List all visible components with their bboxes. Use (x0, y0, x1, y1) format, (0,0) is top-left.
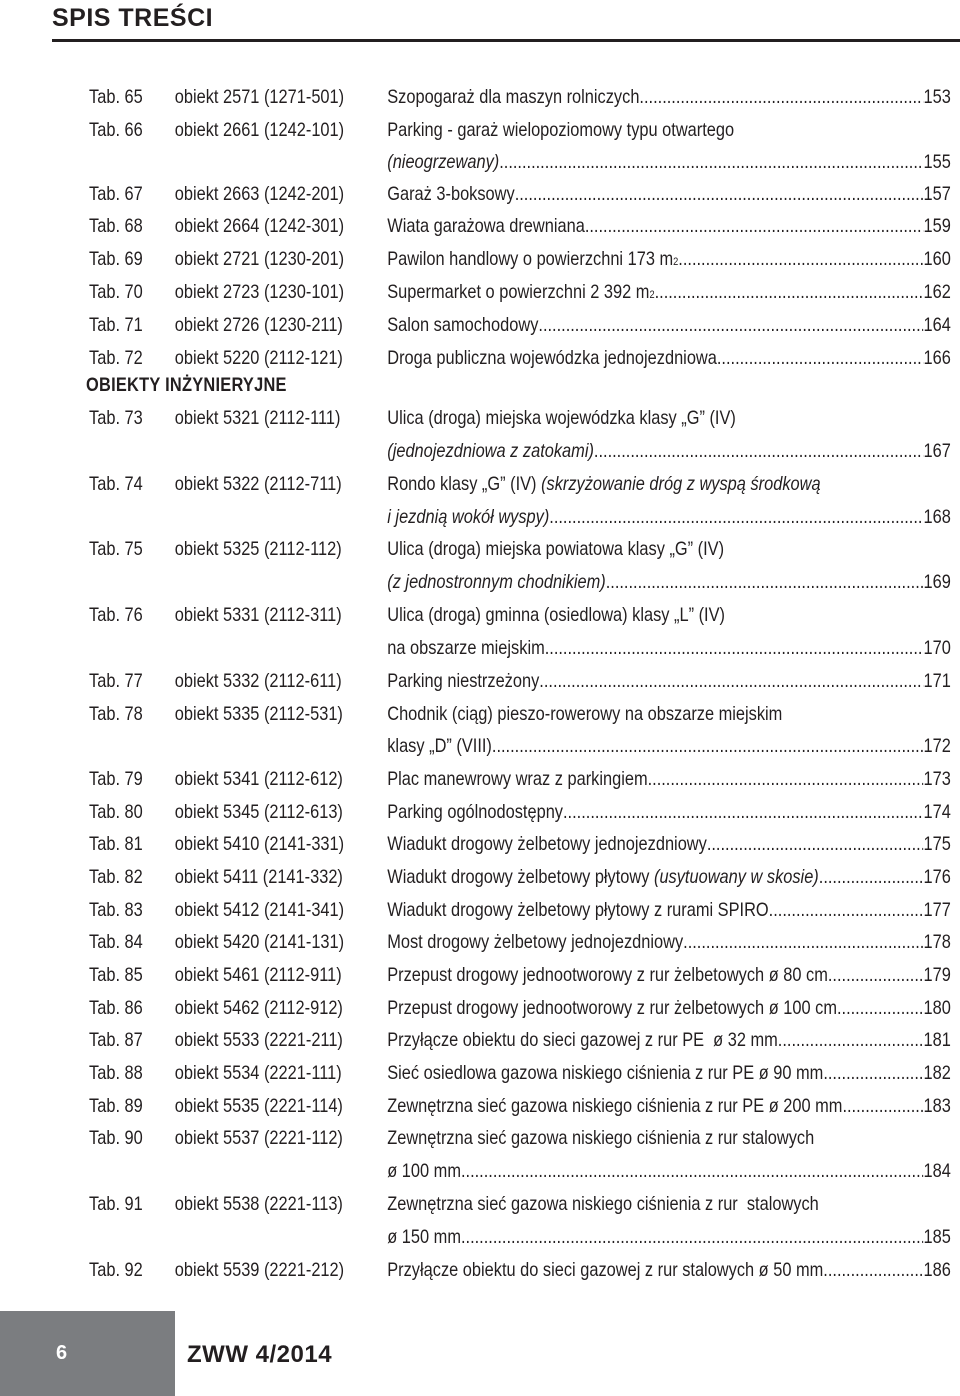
toc-row (0, 1221, 951, 1254)
dot-leader (538, 309, 923, 342)
entry-title: Most drogowy żelbetowy jednojezdniowy (387, 931, 684, 953)
toc-row (0, 665, 951, 698)
toc-row (0, 178, 951, 211)
page-ref: 183 (923, 1095, 951, 1117)
object-code: obiekt 5335 (2112-531) (174, 703, 343, 725)
entry-title: Parking ogólnodostępny (387, 801, 564, 823)
object-code: obiekt 5321 (2112-111) (174, 407, 341, 429)
entry-title: Przyłącze obiektu do sieci gazowej z rur PE ø 32 mm (387, 1029, 778, 1051)
page-ref: 160 (923, 248, 951, 270)
toc-row (0, 146, 951, 179)
entry-title: Ulica (droga) miejska wojewódzka klasy „G” (IV) (387, 407, 736, 429)
toc-entry[interactable] (387, 828, 951, 861)
tab-number: Tab. 71 (89, 314, 143, 336)
object-code: obiekt 5345 (2112-613) (174, 801, 343, 823)
toc-entry[interactable] (387, 1024, 951, 1057)
entry-title: Pawilon handlowy o powierzchni 173 m (387, 248, 674, 270)
tab-number: Tab. 75 (89, 538, 143, 560)
toc-row (0, 698, 806, 731)
toc-entry[interactable] (387, 1221, 951, 1254)
tab-number: Tab. 85 (89, 964, 143, 986)
dot-leader (639, 81, 923, 114)
toc-row (0, 828, 951, 861)
toc-row (0, 566, 951, 599)
entry-title: ø 100 mm (387, 1160, 461, 1182)
toc-row (0, 1090, 951, 1123)
toc-entry[interactable] (387, 1254, 951, 1287)
dot-leader (778, 1024, 924, 1057)
toc-entry[interactable] (387, 210, 951, 243)
object-code: obiekt 5220 (2112-121) (174, 347, 343, 369)
object-code: obiekt 5462 (2112-912) (174, 997, 343, 1019)
object-code: obiekt 5538 (2221-113) (174, 1193, 343, 1215)
tab-number: Tab. 89 (89, 1095, 143, 1117)
tab-number: Tab. 68 (89, 215, 143, 237)
entry-title: Przepust drogowy jednootworowy z rur żelbetowych ø 80 cm (387, 964, 828, 986)
toc-entry[interactable] (387, 533, 951, 566)
object-code: obiekt 5322 (2112-711) (174, 473, 342, 495)
entry-title: (nieogrzewany) (387, 151, 500, 173)
section-heading: OBIEKTY INŻYNIERYJNE (86, 374, 287, 396)
toc-row (0, 276, 951, 309)
toc-row (0, 402, 806, 435)
entry-title: klasy „D” (VIII) (387, 735, 492, 757)
tab-number: Tab. 66 (89, 119, 143, 141)
dot-leader (499, 146, 923, 179)
dot-leader (606, 566, 924, 599)
page-ref: 166 (923, 347, 951, 369)
toc-entry[interactable]: Supermarket o powierzchni 2 392 m 2 ..... 162 (387, 276, 951, 309)
page-ref: 184 (923, 1160, 951, 1182)
page-ref: 159 (923, 215, 951, 237)
entry-title: Ulica (droga) gminna (osiedlowa) klasy „L” (IV) (387, 604, 725, 626)
toc-row (0, 730, 951, 763)
object-code: obiekt 5331 (2112-311) (174, 604, 342, 626)
entry-title: Rondo klasy „G” (IV) (387, 473, 542, 495)
toc-entry[interactable] (387, 599, 951, 632)
toc-entry[interactable] (387, 146, 951, 179)
toc-row (0, 632, 951, 665)
entry-title: Szopogaraż dla maszyn rolniczych (387, 86, 640, 108)
toc-row (0, 1188, 819, 1221)
toc-entry[interactable] (387, 1188, 951, 1221)
toc-entry[interactable] (387, 632, 951, 665)
object-code: obiekt 5534 (2221-111) (174, 1062, 342, 1084)
dot-leader (769, 894, 924, 927)
toc-row (0, 1122, 815, 1155)
dot-leader (492, 730, 924, 763)
object-code: obiekt 5535 (2221-114) (174, 1095, 343, 1117)
toc-entry[interactable] (387, 114, 951, 147)
dot-leader (648, 763, 924, 796)
entry-title: (jednojezdniowa z zatokami) (387, 440, 594, 462)
toc-row (0, 796, 951, 829)
toc-entry[interactable] (387, 566, 951, 599)
tab-number: Tab. 90 (89, 1127, 143, 1149)
entry-title: Salon samochodowy (387, 314, 539, 336)
toc-row (0, 1024, 951, 1057)
toc-entry[interactable] (387, 698, 951, 731)
page-ref: 168 (923, 506, 951, 528)
dot-leader (828, 959, 924, 992)
dot-leader (717, 342, 924, 375)
page-ref: 164 (923, 314, 951, 336)
page-ref: 173 (923, 768, 951, 790)
toc-row (0, 243, 951, 276)
toc-entry[interactable] (387, 992, 951, 1025)
toc-entry[interactable] (387, 1122, 951, 1155)
page-number: 6 (55, 1342, 68, 1364)
toc-entry[interactable] (387, 342, 951, 375)
page-ref: 181 (923, 1029, 951, 1051)
entry-title: Wiadukt drogowy żelbetowy płytowy (387, 866, 654, 888)
entry-title: Plac manewrowy wraz z parkingiem (387, 768, 648, 790)
dot-leader (707, 828, 924, 861)
page-ref: 171 (923, 670, 951, 692)
toc-row (0, 599, 806, 632)
toc-row (0, 309, 951, 342)
toc-row (0, 992, 951, 1025)
toc-entry[interactable] (387, 926, 951, 959)
toc-entry[interactable] (387, 501, 951, 534)
object-code: obiekt 2661 (1242-101) (174, 119, 345, 141)
tab-number: Tab. 84 (89, 931, 143, 953)
page-ref: 174 (923, 801, 951, 823)
entry-title: Sieć osiedlowa gazowa niskiego ciśnienia z rur PE ø 90 mm (387, 1062, 824, 1084)
tab-number: Tab. 73 (89, 407, 143, 429)
dot-leader (549, 501, 923, 534)
page-ref: 169 (923, 571, 951, 593)
tab-number: Tab. 86 (89, 997, 143, 1019)
object-code: obiekt 5332 (2112-611) (174, 670, 342, 692)
page-ref: 178 (923, 931, 951, 953)
toc-row (0, 435, 951, 468)
toc-entry[interactable] (387, 402, 951, 435)
dot-leader (819, 861, 924, 894)
object-code: obiekt 5341 (2112-612) (174, 768, 343, 790)
object-code: obiekt 5537 (2221-112) (174, 1127, 343, 1149)
toc-row (0, 468, 821, 501)
object-code: obiekt 5412 (2141-341) (174, 899, 345, 921)
dot-leader (539, 665, 923, 698)
toc-row (0, 1057, 951, 1090)
object-code: obiekt 2726 (1230-211) (174, 314, 343, 336)
tab-number: Tab. 87 (89, 1029, 143, 1051)
toc-row (0, 501, 951, 534)
toc-entry[interactable]: Pawilon handlowy o powierzchni 173 m 2 ..... 160 (387, 243, 951, 276)
tab-number: Tab. 91 (89, 1193, 143, 1215)
entry-title: (z jednostronnym chodnikiem) (387, 571, 606, 593)
object-code: obiekt 2721 (1230-201) (174, 248, 345, 270)
page-ref: 175 (923, 833, 951, 855)
page-ref: 157 (923, 183, 951, 205)
page-ref: 177 (923, 899, 951, 921)
tab-number: Tab. 81 (89, 833, 143, 855)
entry-title: ø 150 mm (387, 1226, 461, 1248)
page-ref: 155 (923, 151, 951, 173)
toc-entry[interactable] (387, 959, 951, 992)
page-ref: 170 (923, 637, 951, 659)
toc-entry[interactable] (387, 468, 951, 501)
toc-entry[interactable] (387, 1155, 951, 1188)
toc-entry[interactable] (387, 665, 951, 698)
object-code: obiekt 5410 (2141-331) (174, 833, 345, 855)
dot-leader (678, 243, 923, 276)
tab-number: Tab. 80 (89, 801, 143, 823)
page-ref: 182 (923, 1062, 951, 1084)
entry-title: Chodnik (ciąg) pieszo-rowerowy na obszarze miejskim (387, 703, 783, 725)
dot-leader (594, 435, 924, 468)
entry-title: Parking - garaż wielopoziomowy typu otwartego (387, 119, 735, 141)
entry-title: (usytuowany w skosie) (653, 866, 819, 888)
toc-row (0, 1155, 951, 1188)
tab-number: Tab. 78 (89, 703, 143, 725)
toc-row (0, 81, 951, 114)
toc-entry[interactable] (387, 435, 951, 468)
toc-row (0, 894, 951, 927)
toc-row (0, 763, 951, 796)
page-ref: 162 (923, 281, 951, 303)
page-ref: 176 (923, 866, 951, 888)
tab-number: Tab. 70 (89, 281, 143, 303)
toc-entry[interactable] (387, 309, 951, 342)
page-ref: 180 (923, 997, 951, 1019)
page-ref: 172 (923, 735, 951, 757)
page-ref: 186 (923, 1259, 951, 1281)
toc-entry[interactable] (387, 81, 951, 114)
toc-row (0, 959, 951, 992)
object-code: obiekt 2663 (1242-201) (174, 183, 345, 205)
object-code: obiekt 5325 (2112-112) (174, 538, 342, 560)
tab-number: Tab. 65 (89, 86, 143, 108)
dot-leader (823, 1057, 923, 1090)
toc-row (0, 1254, 951, 1287)
entry-title: na obszarze miejskim (387, 637, 545, 659)
toc-row (0, 861, 951, 894)
object-code: obiekt 2571 (1271-501) (174, 86, 345, 108)
page-number-block (0, 1311, 175, 1396)
tab-number: Tab. 67 (89, 183, 143, 205)
entry-title: Garaż 3-boksowy (387, 183, 515, 205)
dot-leader (545, 632, 924, 665)
tab-number: Tab. 69 (89, 248, 143, 270)
object-code: obiekt 5539 (2221-212) (174, 1259, 345, 1281)
toc-row (0, 926, 951, 959)
toc-entry[interactable] (387, 894, 951, 927)
toc-entry[interactable] (387, 178, 951, 211)
dot-leader (563, 796, 924, 829)
tab-number: Tab. 92 (89, 1259, 143, 1281)
toc-entry[interactable] (387, 1057, 951, 1090)
entry-title: Droga publiczna wojewódzka jednojezdniowa (387, 347, 717, 369)
object-code: obiekt 5411 (2141-332) (174, 866, 343, 888)
tab-number: Tab. 88 (89, 1062, 143, 1084)
dot-leader (461, 1155, 924, 1188)
entry-title: Zewnętrzna sieć gazowa niskiego ciśnienia z rur PE ø 200 mm (387, 1095, 843, 1117)
entry-title: Ulica (droga) miejska powiatowa klasy „G” (IV) (387, 538, 725, 560)
dot-leader (461, 1221, 924, 1254)
dot-leader (842, 1090, 923, 1123)
tab-number: Tab. 82 (89, 866, 143, 888)
tab-number: Tab. 83 (89, 899, 143, 921)
toc-row (0, 533, 806, 566)
dot-leader (683, 926, 923, 959)
entry-title: Wiadukt drogowy żelbetowy płytowy z rurami SPIRO (387, 899, 769, 921)
entry-title: Parking niestrzeżony (387, 670, 540, 692)
toc-entry[interactable] (387, 1090, 951, 1123)
entry-title: Supermarket o powierzchni 2 392 m (387, 281, 650, 303)
object-code: obiekt 5533 (2221-211) (174, 1029, 343, 1051)
journal-issue: ZWW 4/2014 (187, 1341, 333, 1368)
object-code: obiekt 2723 (1230-101) (174, 281, 345, 303)
object-code: obiekt 5420 (2141-131) (174, 931, 345, 953)
tab-number: Tab. 77 (89, 670, 143, 692)
entry-title: Wiata garażowa drewniana (387, 215, 585, 237)
page-ref: 185 (923, 1226, 951, 1248)
toc-entry[interactable] (387, 861, 951, 894)
entry-title: Przepust drogowy jednootworowy z rur żelbetowych ø 100 cm (387, 997, 837, 1019)
object-code: obiekt 2664 (1242-301) (174, 215, 345, 237)
entry-title: Zewnętrzna sieć gazowa niskiego ciśnienia z rur stalowych (387, 1127, 815, 1149)
toc-entry[interactable] (387, 796, 951, 829)
dot-leader (823, 1254, 923, 1287)
toc-entry[interactable] (387, 763, 951, 796)
entry-title: Wiadukt drogowy żelbetowy jednojezdniowy (387, 833, 707, 855)
dot-leader (837, 992, 924, 1025)
entry-title: Przyłącze obiektu do sieci gazowej z rur stalowych ø 50 mm (387, 1259, 824, 1281)
page-ref: 153 (923, 86, 951, 108)
tab-number: Tab. 72 (89, 347, 143, 369)
tab-number: Tab. 79 (89, 768, 143, 790)
toc-row (0, 114, 806, 147)
dot-leader (655, 276, 924, 309)
object-code: obiekt 5461 (2112-911) (174, 964, 342, 986)
page-title: SPIS TREŚCI (52, 4, 214, 32)
entry-title: (skrzyżowanie dróg z wyspą środkową (541, 473, 821, 495)
entry-title: Zewnętrzna sieć gazowa niskiego ciśnienia z rur stalowych (387, 1193, 819, 1215)
dot-leader (515, 178, 924, 211)
page-ref: 167 (923, 440, 951, 462)
tab-number: Tab. 74 (89, 473, 143, 495)
toc-row (0, 210, 951, 243)
dot-leader (585, 210, 924, 243)
entry-title: i jezdnią wokół wyspy) (387, 506, 550, 528)
page-ref: 179 (923, 964, 951, 986)
toc-entry[interactable] (387, 730, 951, 763)
tab-number: Tab. 76 (89, 604, 143, 626)
